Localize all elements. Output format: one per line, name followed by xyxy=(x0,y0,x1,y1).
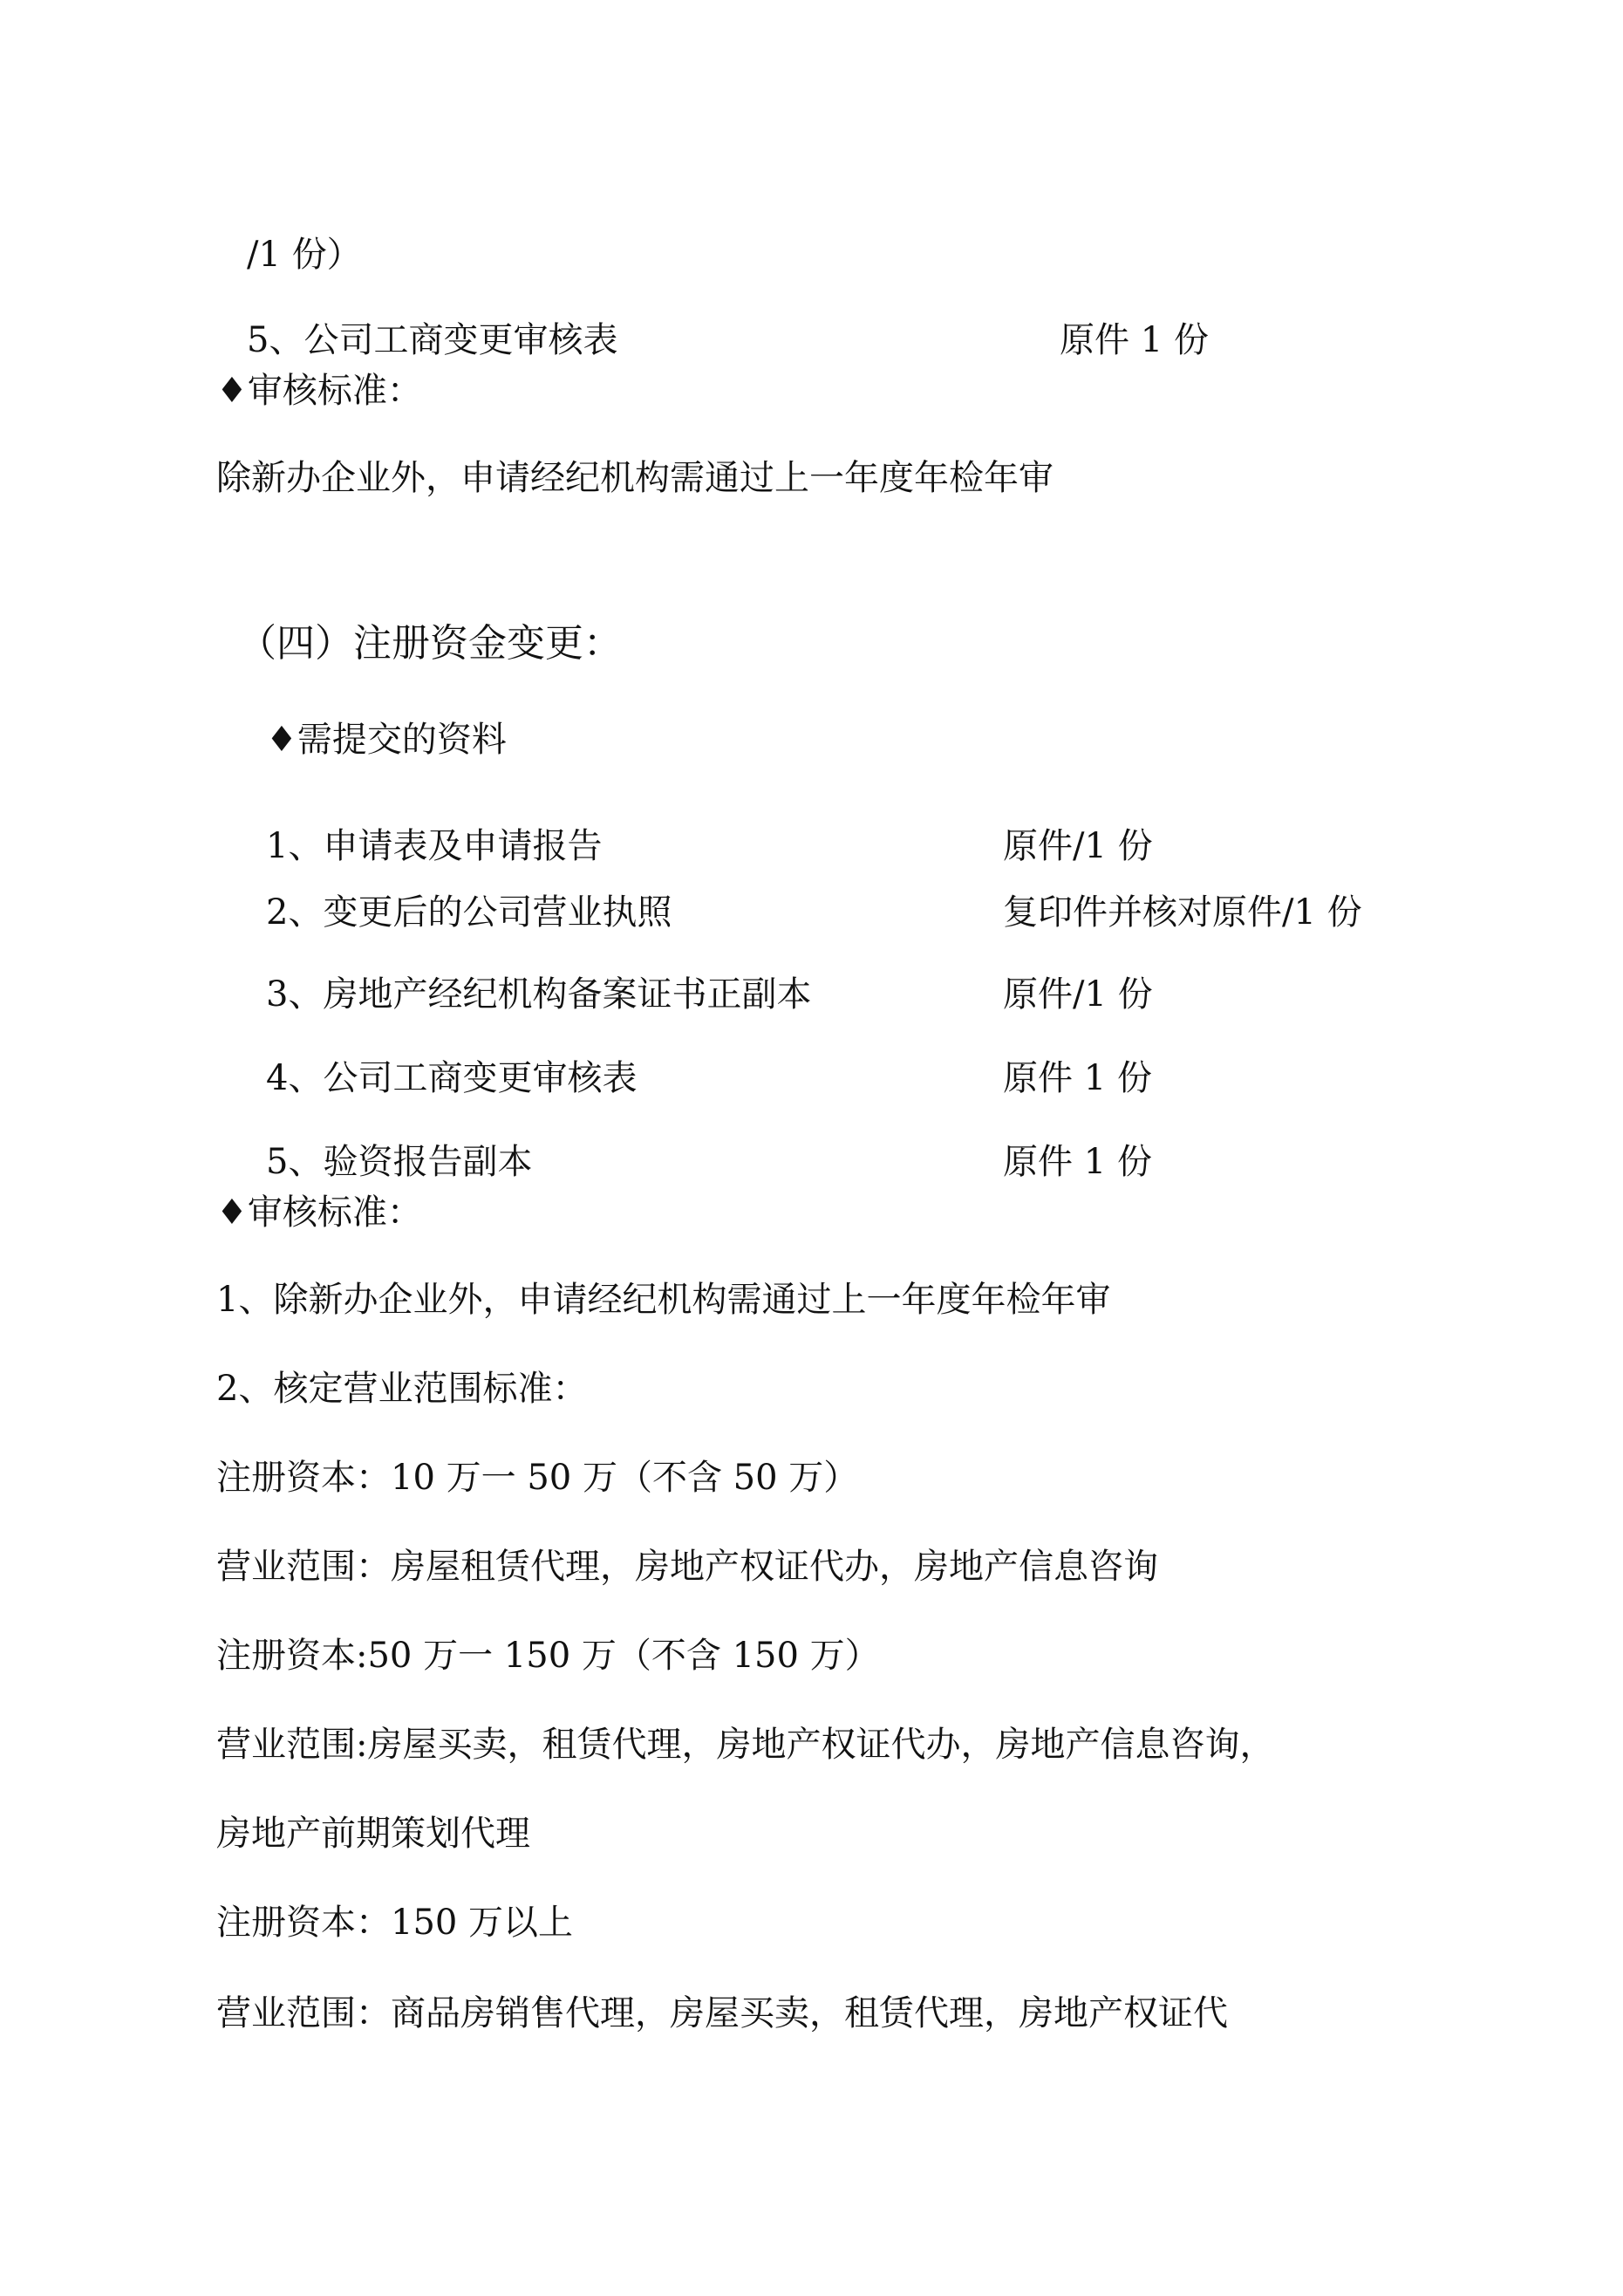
s4-item-4-quantity: 原件 1 份 xyxy=(1003,1058,1152,1098)
s3-review-heading: ♦审核标准： xyxy=(216,371,422,411)
s4-item-5-quantity: 原件 1 份 xyxy=(1003,1142,1152,1182)
s4-item-2-quantity: 复印件并核对原件/1 份 xyxy=(1003,892,1362,933)
s4-review-line-7: 房地产前期策划代理 xyxy=(216,1814,530,1854)
s4-review-line-4: 营业范围：房屋租赁代理，房地产权证代办，房地产信息咨询 xyxy=(216,1547,1158,1587)
s4-review-line-2: 2、核定营业范围标准： xyxy=(216,1369,588,1409)
s4-item-3-text: 3、房地产经纪机构备案证书正副本 xyxy=(266,974,812,1015)
continuation-text: /1 份） xyxy=(247,235,362,275)
s3-item5-text: 5、公司工商变更审核表 xyxy=(247,320,618,360)
s4-review-line-8: 注册资本：150 万以上 xyxy=(216,1903,574,1943)
s4-item-4-text: 4、公司工商变更审核表 xyxy=(266,1058,638,1098)
s4-item-2-text: 2、变更后的公司营业执照 xyxy=(266,892,672,933)
s4-review-line-1: 1、除新办企业外，申请经纪机构需通过上一年度年检年审 xyxy=(216,1280,1111,1320)
s4-item-1-quantity: 原件/1 份 xyxy=(1003,826,1153,866)
s4-item-3-quantity: 原件/1 份 xyxy=(1003,974,1153,1015)
s4-materials-heading: ♦需提交的资料 xyxy=(266,720,507,760)
s4-review-line-6: 营业范围:房屋买卖，租赁代理，房地产权证代办，房地产信息咨询， xyxy=(216,1725,1275,1765)
s4-review-heading: ♦审核标准： xyxy=(216,1192,422,1233)
s4-review-line-3: 注册资本：10 万一 50 万（不含 50 万） xyxy=(216,1458,859,1498)
s4-item-5-text: 5、验资报告副本 xyxy=(266,1142,533,1182)
s3-item5-quantity: 原件 1 份 xyxy=(1060,320,1209,360)
s3-review-text: 除新办企业外，申请经纪机构需通过上一年度年检年审 xyxy=(216,458,1054,498)
s4-review-line-9: 营业范围：商品房销售代理，房屋买卖，租赁代理，房地产权证代 xyxy=(216,1993,1228,2033)
s4-item-1-text: 1、申请表及申请报告 xyxy=(266,826,603,866)
s4-review-line-5: 注册资本:50 万一 150 万（不含 150 万） xyxy=(216,1636,880,1676)
section4-title: （四）注册资金变更： xyxy=(238,621,622,666)
